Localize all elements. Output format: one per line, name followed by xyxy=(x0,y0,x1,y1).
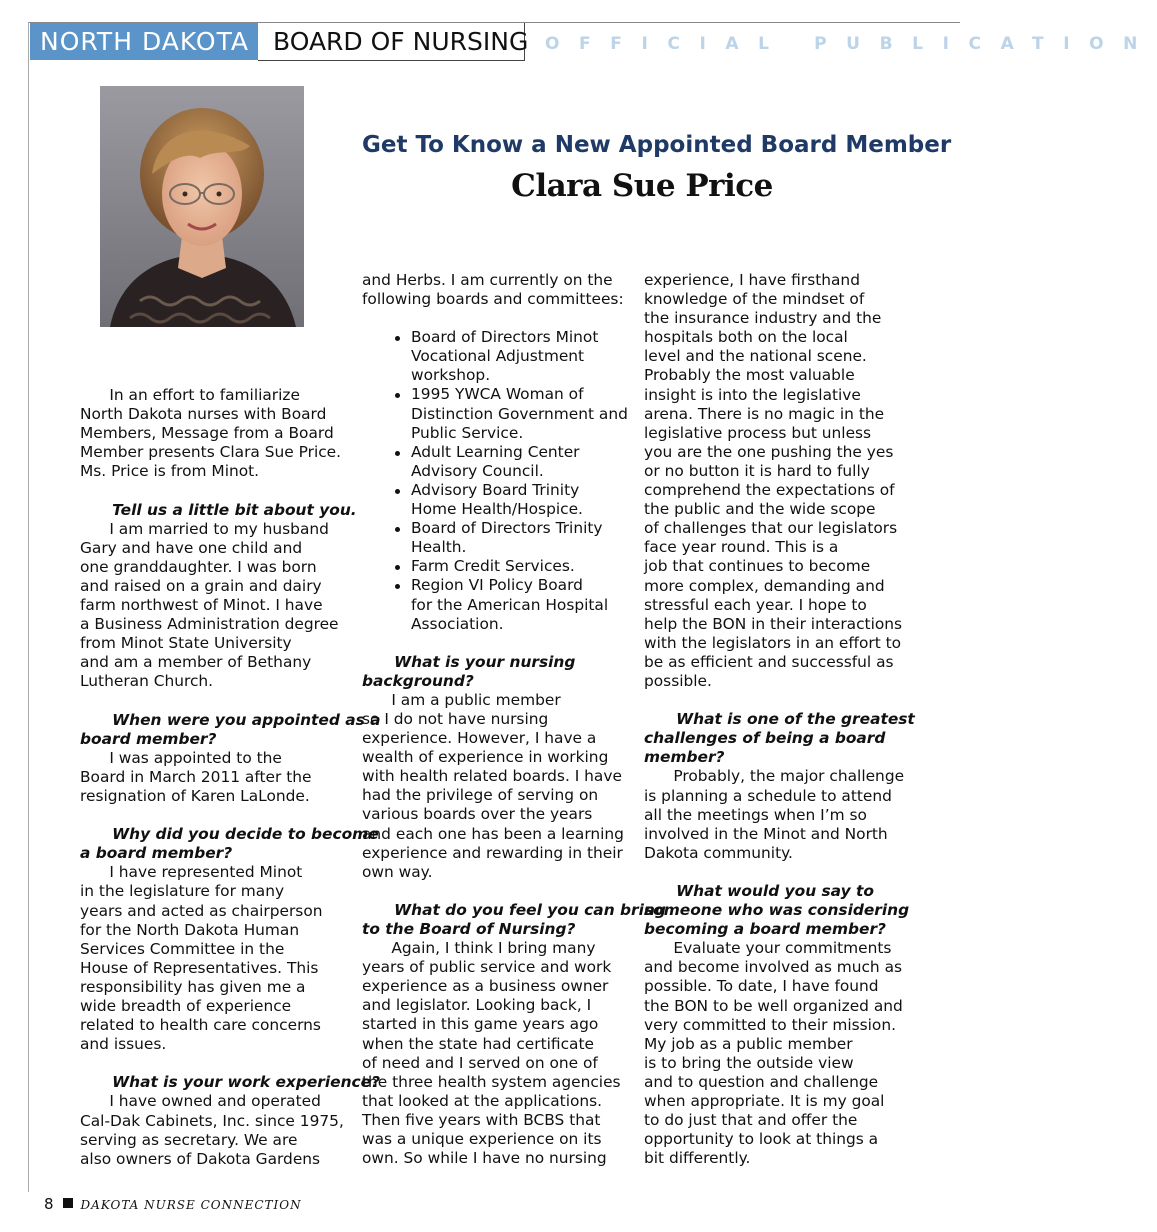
text-line: bit differently. xyxy=(644,1149,751,1168)
list-item-line: 1995 YWCA Woman of xyxy=(411,385,584,404)
article-subtitle: Get To Know a New Appointed Board Member xyxy=(362,132,952,158)
text-line: Cal-Dak Cabinets, Inc. since 1975, xyxy=(80,1111,344,1130)
masthead-state: NORTH DAKOTA xyxy=(30,23,258,60)
text-line: wide breadth of experience xyxy=(80,997,292,1015)
page-footer xyxy=(44,1195,302,1213)
list-item-line: Board of Directors Trinity xyxy=(411,519,603,538)
text-line: the insurance industry and the xyxy=(644,309,882,328)
text-line: possible. To date, I have found xyxy=(644,977,879,996)
left-margin-rule xyxy=(28,22,29,1192)
question-line: member? xyxy=(644,748,725,767)
text-line: possible. xyxy=(644,671,712,690)
text-line: experience as a business owner xyxy=(362,977,609,996)
list-item-line: Health. xyxy=(411,538,467,557)
text-line: face year round. This is a xyxy=(644,538,839,557)
text-line: involved in the Minot and North xyxy=(644,824,888,843)
text-line: related to health care concerns xyxy=(80,1016,321,1035)
text-line: you are the one pushing the yes xyxy=(644,442,894,461)
text-line: North Dakota nurses with Board xyxy=(80,405,327,424)
list-item xyxy=(392,385,634,442)
list-item-line: for the American Hospital xyxy=(411,595,609,614)
list-item-line: workshop. xyxy=(411,366,491,385)
text-line: to do just that and offer the xyxy=(644,1111,858,1130)
text-line: was a unique experience on its xyxy=(362,1130,602,1149)
text-line: be as efficient and successful as xyxy=(644,652,894,671)
list-item-line: Board of Directors Minot xyxy=(411,328,599,347)
text-line: had the privilege of serving on xyxy=(362,786,599,805)
list-item-line: Home Health/Hospice. xyxy=(411,500,583,519)
text-line: and Herbs. I am currently on the xyxy=(362,271,613,289)
text-line: wealth of experience in working xyxy=(362,748,609,767)
question-line: challenges of being a board xyxy=(644,729,886,748)
text-line: Dakota community. xyxy=(644,843,793,862)
question-line: Why did you decide to become xyxy=(80,825,379,844)
question-line: to the Board of Nursing? xyxy=(362,920,576,938)
portrait-icon xyxy=(100,86,304,327)
text-line: Board in March 2011 after the xyxy=(80,767,312,786)
text-line: own. So while I have no nursing xyxy=(362,1149,607,1168)
text-line: with health related boards. I have xyxy=(362,767,622,786)
text-line: and legislator. Looking back, I xyxy=(362,996,592,1015)
text-line: Again, I think I bring many xyxy=(362,939,596,958)
text-line: and each one has been a learning xyxy=(362,824,624,843)
text-line: one granddaughter. I was born xyxy=(80,557,317,576)
text-line: Gary and have one child and xyxy=(80,538,303,557)
text-line: and become involved as much as xyxy=(644,958,903,977)
list-item-line: Advisory Council. xyxy=(411,461,544,480)
list-item xyxy=(392,481,634,519)
text-line: I was appointed to the xyxy=(80,748,282,767)
text-line: more complex, demanding and xyxy=(644,576,885,595)
text-line: job that continues to become xyxy=(644,557,871,576)
question-line: a board member? xyxy=(80,844,233,863)
text-line: years and acted as chairperson xyxy=(80,901,323,920)
list-item xyxy=(392,328,634,385)
text-line: very committed to their mission. xyxy=(644,1015,896,1034)
paragraph-gap xyxy=(80,481,350,500)
text-line: I have owned and operated xyxy=(80,1092,321,1111)
column-2-intro xyxy=(362,271,634,309)
text-line: for the North Dakota Human xyxy=(80,920,300,939)
text-line: I have represented Minot xyxy=(80,863,303,882)
text-line: I am married to my husband xyxy=(80,519,329,538)
article-column-1 xyxy=(80,386,381,1169)
text-line: when the state had certificate xyxy=(362,1034,594,1053)
column-2-body xyxy=(362,652,666,1169)
masthead-board: BOARD OF NURSING xyxy=(258,23,525,61)
question-line: What would you say to xyxy=(644,882,874,900)
article-column-2 xyxy=(362,271,666,1168)
text-line: responsibility has given me a xyxy=(80,977,306,996)
text-line: the public and the wide scope xyxy=(644,500,876,519)
text-line: Evaluate your commitments xyxy=(644,939,892,958)
text-line: Probably, the major challenge xyxy=(644,767,905,786)
text-line: hospitals both on the local xyxy=(644,328,848,347)
text-line: I am a public member xyxy=(362,690,561,709)
paragraph-gap xyxy=(80,692,350,711)
text-line: with the legislators in an effort to xyxy=(644,633,902,652)
text-line: serving as secretary. We are xyxy=(80,1130,298,1149)
paragraph-gap xyxy=(80,806,350,825)
paragraph-gap xyxy=(80,1054,350,1073)
text-line: the BON to be well organized and xyxy=(644,996,903,1015)
text-line: of challenges that our legislators xyxy=(644,519,898,538)
question-line: someone who was considering xyxy=(644,901,910,920)
text-line: of need and I served on one of xyxy=(362,1053,598,1072)
question-line: What is your work experience? xyxy=(80,1073,381,1092)
text-line: Lutheran Church. xyxy=(80,672,214,691)
footer-square-icon xyxy=(63,1198,73,1208)
text-line: Then five years with BCBS that xyxy=(362,1110,601,1129)
question-line: background? xyxy=(362,671,474,690)
list-item-line: Advisory Board Trinity xyxy=(411,480,580,499)
text-line: resignation of Karen LaLonde. xyxy=(80,786,310,805)
text-line: comprehend the expectations of xyxy=(644,481,895,500)
paragraph-gap xyxy=(362,882,634,901)
text-line: when appropriate. It is my goal xyxy=(644,1092,885,1111)
text-line: is to bring the outside view xyxy=(644,1053,854,1072)
text-line: also owners of Dakota Gardens xyxy=(80,1149,321,1168)
list-item-line: Adult Learning Center xyxy=(411,442,580,461)
text-line: House of Representatives. This xyxy=(80,958,319,977)
text-line: help the BON in their interactions xyxy=(644,614,903,633)
list-item xyxy=(392,576,634,633)
list-item-line: Association. xyxy=(411,614,504,633)
text-line: so I do not have nursing xyxy=(362,709,549,728)
text-line: started in this game years ago xyxy=(362,1015,599,1034)
page-number: 8 xyxy=(44,1195,54,1213)
text-line: or no button it is hard to fully xyxy=(644,461,870,480)
text-line: arena. There is no magic in the xyxy=(644,404,885,423)
official-publication-label: OFFICIAL PUBLICATION xyxy=(545,34,1157,54)
text-line: Members, Message from a Board xyxy=(80,424,334,443)
text-line: Ms. Price is from Minot. xyxy=(80,462,260,481)
text-line: a Business Administration degree xyxy=(80,615,339,634)
question-line: What do you feel you can bring xyxy=(362,900,666,919)
list-item xyxy=(392,557,634,576)
text-line: In an effort to familiarize xyxy=(80,386,300,404)
text-line: level and the national scene. xyxy=(644,347,867,366)
text-line: Services Committee in the xyxy=(80,939,285,958)
question-line: becoming a board member? xyxy=(644,920,886,939)
text-line: Member presents Clara Sue Price. xyxy=(80,443,342,462)
boards-committees-list xyxy=(392,328,634,634)
text-line: Probably the most valuable xyxy=(644,366,855,385)
paragraph-gap xyxy=(644,863,919,882)
question-line: What is your nursing xyxy=(362,652,576,671)
text-line: and to question and challenge xyxy=(644,1072,879,1091)
text-line: My job as a public member xyxy=(644,1034,853,1053)
list-item xyxy=(392,519,634,557)
portrait-photo xyxy=(100,86,304,327)
list-item xyxy=(392,443,634,481)
text-line: and am a member of Bethany xyxy=(80,653,312,672)
list-item-line: Distinction Government and xyxy=(411,404,628,423)
text-line: stressful each year. I hope to xyxy=(644,595,867,614)
publication-name: DAKOTA NURSE CONNECTION xyxy=(80,1198,302,1212)
text-line: in the legislature for many xyxy=(80,882,285,901)
article-column-3 xyxy=(644,271,919,1168)
text-line: knowledge of the mindset of xyxy=(644,290,865,309)
text-line: all the meetings when I’m so xyxy=(644,805,867,824)
text-line: following boards and committees: xyxy=(362,290,624,309)
text-line: from Minot State University xyxy=(80,634,292,653)
text-line: experience. However, I have a xyxy=(362,729,597,748)
list-item-line: Farm Credit Services. xyxy=(411,557,575,576)
text-line: the three health system agencies xyxy=(362,1072,621,1091)
text-line: is planning a schedule to attend xyxy=(644,786,892,805)
text-line: and raised on a grain and dairy xyxy=(80,576,322,595)
paragraph-gap xyxy=(644,691,919,710)
text-line: that looked at the applications. xyxy=(362,1091,603,1110)
text-line: years of public service and work xyxy=(362,958,612,977)
text-line: own way. xyxy=(362,862,433,881)
list-item-line: Public Service. xyxy=(411,423,524,442)
question-line: What is one of the greatest xyxy=(644,710,915,729)
text-line: experience and rewarding in their xyxy=(362,843,623,862)
text-line: legislative process but unless xyxy=(644,423,872,442)
text-line: farm northwest of Minot. I have xyxy=(80,596,323,615)
question-line: board member? xyxy=(80,729,217,748)
text-line: insight is into the legislative xyxy=(644,385,861,404)
text-line: various boards over the years xyxy=(362,805,593,824)
question-line: Tell us a little bit about you. xyxy=(80,500,357,519)
text-line: opportunity to look at things a xyxy=(644,1130,879,1149)
question-line: When were you appointed as a xyxy=(80,710,381,729)
article-title-name: Clara Sue Price xyxy=(511,168,773,204)
text-line: experience, I have firsthand xyxy=(644,271,860,289)
list-item-line: Region VI Policy Board xyxy=(411,576,583,595)
list-item-line: Vocational Adjustment xyxy=(411,347,585,366)
text-line: and issues. xyxy=(80,1035,167,1054)
